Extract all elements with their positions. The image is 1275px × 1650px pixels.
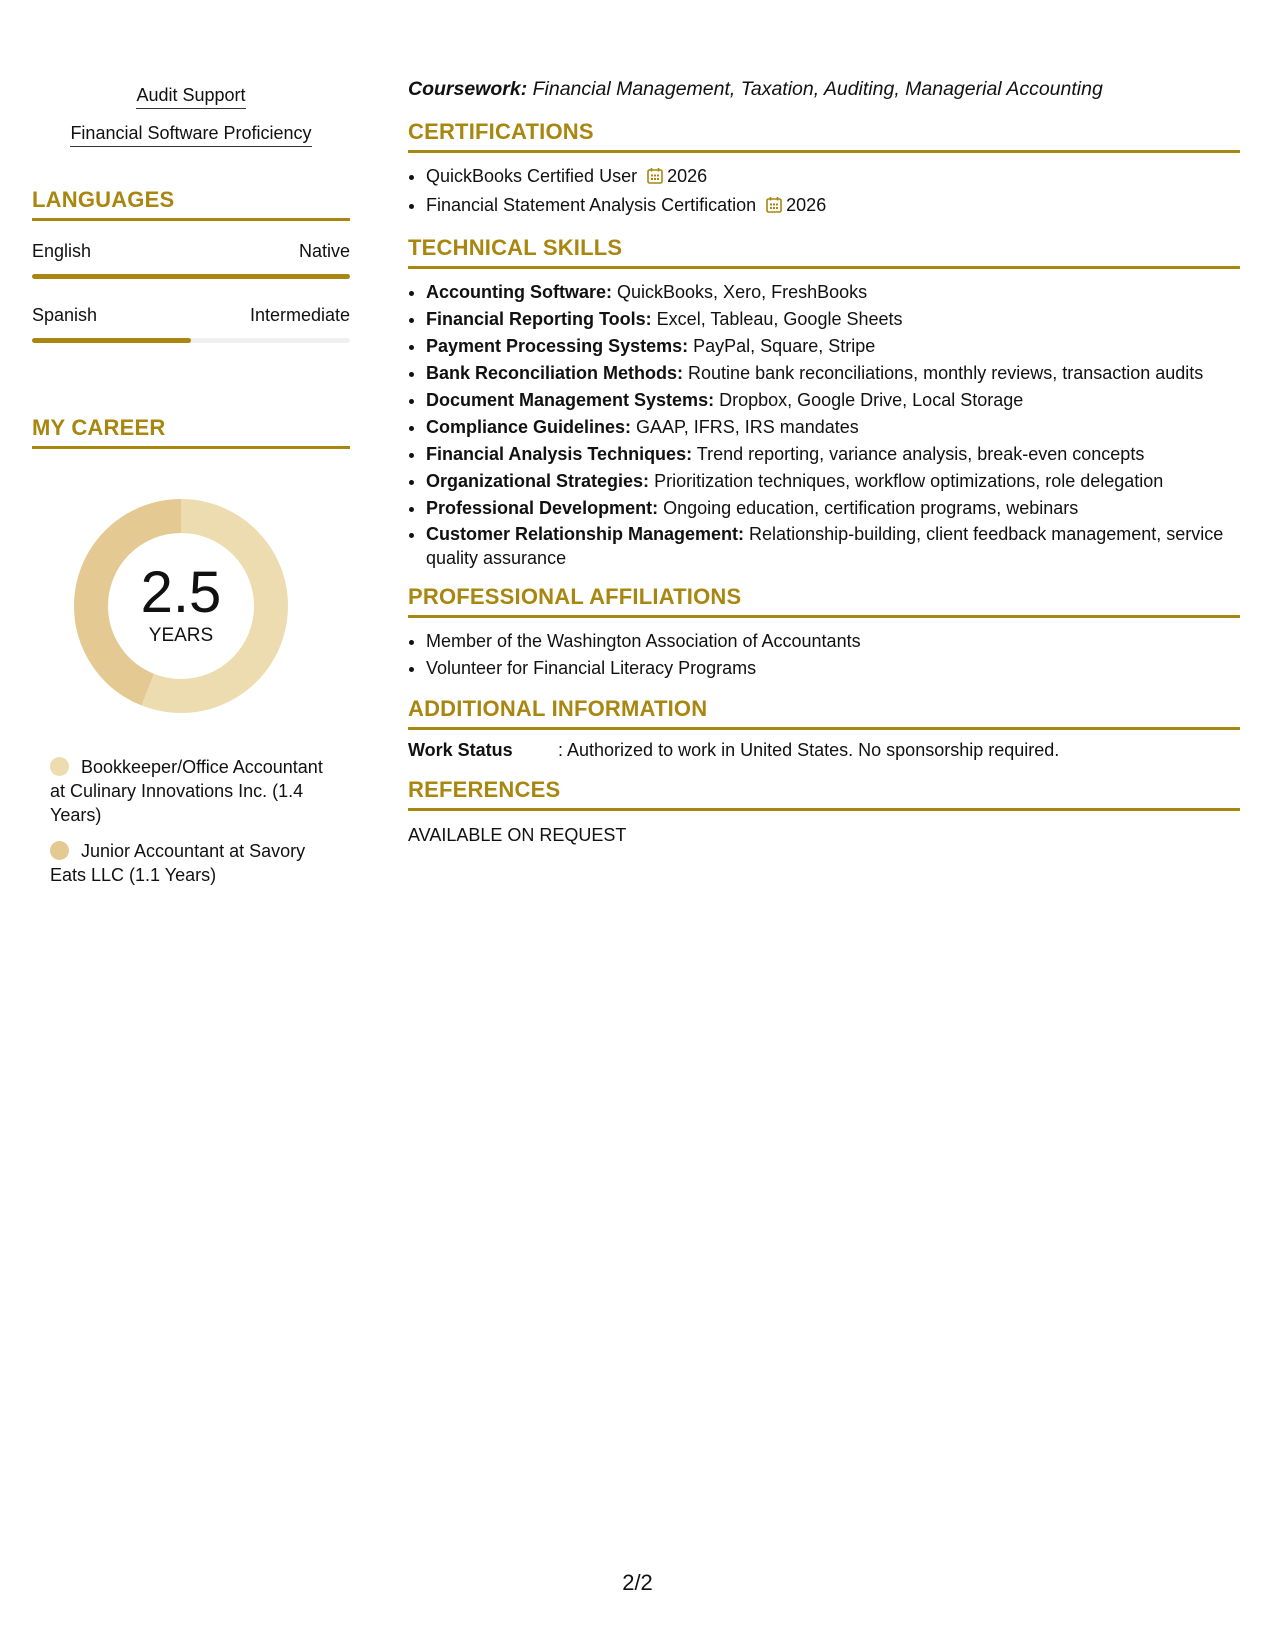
affiliations-list	[408, 628, 1240, 682]
technical-skill-text: Routine bank reconciliations, monthly reviews, transaction audits	[683, 363, 1204, 383]
technical-skill-text: Prioritization techniques, workflow optimizations, role delegation	[649, 471, 1164, 491]
languages-heading: LANGUAGES	[32, 187, 350, 221]
certifications-list	[408, 163, 1240, 221]
page-number: 2/2	[622, 1570, 653, 1595]
work-status-value: : Authorized to work in United States. No sponsorship required.	[558, 740, 1060, 760]
certification-item	[426, 163, 1240, 192]
technical-skill-text: Excel, Tableau, Google Sheets	[651, 309, 903, 329]
technical-skill-text: Relationship-building, client feedback management, service quality assurance	[426, 524, 1224, 568]
calendar-icon	[647, 165, 663, 192]
technical-skill-item	[426, 306, 1240, 333]
technical-skill-label: Organizational Strategies:	[426, 471, 650, 491]
language-proficiency-fill	[32, 338, 191, 343]
certification-year: 2026	[667, 166, 708, 186]
technical-skill-item	[426, 414, 1240, 441]
skill-tag	[32, 122, 350, 147]
language-level: Intermediate	[249, 305, 350, 325]
references-text: AVAILABLE ON REQUEST	[408, 825, 627, 845]
technical-skill-text: Ongoing education, certification programs, webinars	[658, 498, 1079, 518]
language-proficiency-bar	[32, 338, 350, 343]
technical-skills-heading: TECHNICAL SKILLS	[408, 235, 1240, 269]
skill-tag	[32, 84, 350, 109]
language-proficiency-bar	[32, 274, 350, 279]
technical-skill-item	[426, 441, 1240, 468]
technical-skill-item	[426, 495, 1240, 522]
technical-skills-list	[408, 279, 1240, 570]
certification-year: 2026	[786, 195, 827, 215]
technical-skill-label: Bank Reconciliation Methods:	[426, 363, 684, 383]
career-legend-label: Bookkeeper/Office Accountant at Culinary Innovations Inc. (1.4 Years)	[50, 757, 323, 825]
technical-skill-item	[426, 468, 1240, 495]
career-years-unit: YEARS	[148, 625, 214, 646]
language-name: Spanish	[32, 305, 98, 325]
technical-skill-label: Customer Relationship Management:	[426, 524, 745, 544]
career-heading: MY CAREER	[32, 415, 350, 449]
skill-tag-label: Audit Support	[136, 84, 245, 109]
work-status-label: Work Status	[408, 740, 513, 760]
technical-skill-label: Document Management Systems:	[426, 390, 715, 410]
affiliation-item: • Member of the Washington Association of Accountants	[426, 628, 1240, 655]
certification-item	[426, 192, 1240, 221]
coursework-text: Financial Management, Taxation, Auditing, Managerial Accounting	[527, 78, 1103, 100]
technical-skill-text: QuickBooks, Xero, FreshBooks	[612, 282, 868, 302]
language-item	[32, 305, 350, 343]
career-legend-item	[50, 839, 340, 887]
technical-skill-text: GAAP, IFRS, IRS mandates	[631, 417, 859, 437]
references-heading: REFERENCES	[408, 777, 1240, 811]
language-name: English	[32, 241, 92, 261]
technical-skill-item	[426, 279, 1240, 306]
technical-skill-label: Financial Reporting Tools:	[426, 309, 652, 329]
technical-skill-item	[426, 333, 1240, 360]
coursework-label: Coursework:	[408, 78, 528, 100]
affiliation-item: • Volunteer for Financial Literacy Programs	[426, 655, 1240, 682]
work-status-row	[408, 740, 1240, 761]
technical-skill-label: Financial Analysis Techniques:	[426, 444, 693, 464]
certification-name: QuickBooks Certified User	[426, 166, 638, 186]
legend-dot	[50, 841, 69, 860]
skill-tag-label: Financial Software Proficiency	[70, 122, 311, 147]
legend-dot	[50, 757, 69, 776]
technical-skill-item	[426, 360, 1240, 387]
certification-name: Financial Statement Analysis Certification	[426, 195, 757, 215]
technical-skill-item	[426, 522, 1240, 570]
technical-skill-label: Compliance Guidelines:	[426, 417, 632, 437]
language-proficiency-fill	[32, 274, 350, 279]
career-total-years: 2.5	[140, 560, 222, 625]
additional-info-heading: ADDITIONAL INFORMATION	[408, 696, 1240, 730]
affiliations-heading: PROFESSIONAL AFFILIATIONS	[408, 584, 1240, 618]
technical-skill-text: Dropbox, Google Drive, Local Storage	[714, 390, 1024, 410]
career-donut-chart	[66, 491, 296, 721]
technical-skill-text: PayPal, Square, Stripe	[688, 336, 876, 356]
sidebar	[32, 84, 350, 899]
calendar-icon	[766, 194, 782, 221]
career-legend-item	[50, 755, 340, 827]
technical-skill-label: Payment Processing Systems:	[426, 336, 689, 356]
technical-skill-text: Trend reporting, variance analysis, break-even concepts	[692, 444, 1145, 464]
language-level: Native	[298, 241, 350, 261]
certifications-heading: CERTIFICATIONS	[408, 119, 1240, 153]
career-legend	[50, 755, 340, 887]
main-content	[408, 78, 1240, 846]
language-item	[32, 241, 350, 279]
career-legend-label: Junior Accountant at Savory Eats LLC (1.1 Years)	[50, 841, 306, 885]
technical-skill-item	[426, 387, 1240, 414]
coursework	[408, 78, 1240, 101]
technical-skill-label: Professional Development:	[426, 498, 659, 518]
technical-skill-label: Accounting Software:	[426, 282, 613, 302]
